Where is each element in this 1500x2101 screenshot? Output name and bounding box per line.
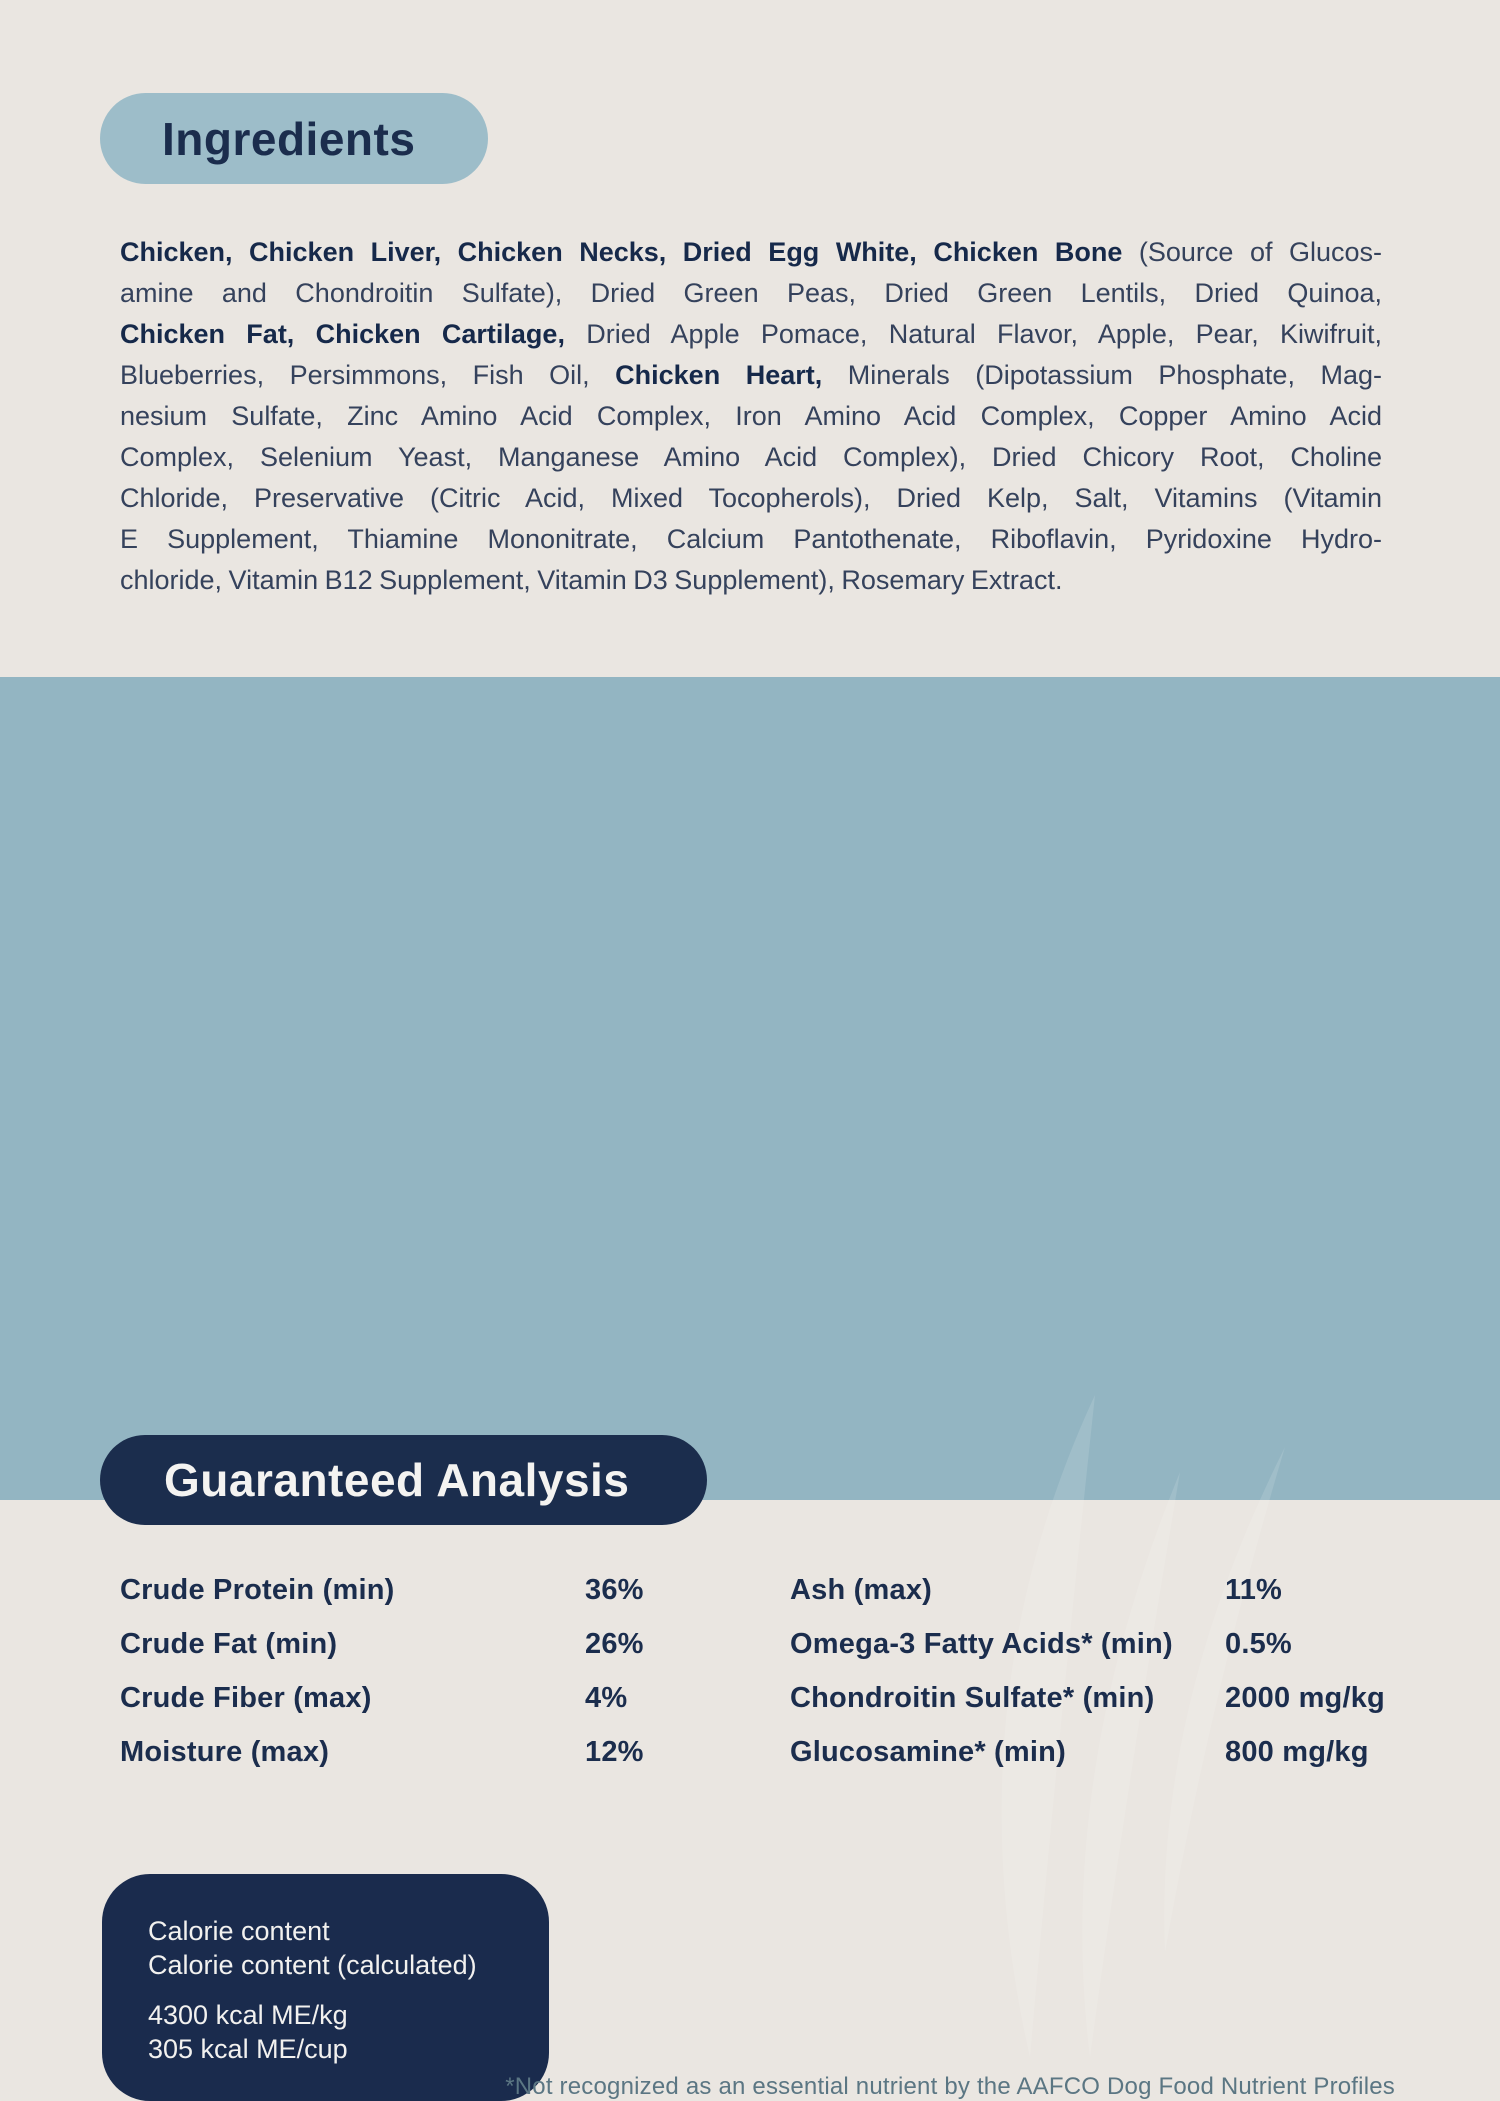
analysis-label: Crude Fat (min): [120, 1628, 338, 1660]
analysis-value: 12%: [585, 1736, 644, 1768]
calorie-line: 4300 kcal ME/kg: [148, 2000, 348, 2030]
ingredients-line: Chicken Fat, Chicken Cartilage, Dried Apple Pomace, Natural Flavor, Apple, Pear, Kiwifruit,: [120, 319, 1382, 349]
analysis-label: Crude Protein (min): [120, 1574, 395, 1606]
analysis-label: Moisture (max): [120, 1736, 330, 1768]
analysis-label: Omega-3 Fatty Acids* (min): [790, 1628, 1173, 1660]
analysis-label: Glucosamine* (min): [790, 1736, 1066, 1768]
ingredients-heading-pill: [100, 93, 488, 184]
calorie-title-lines: [148, 1914, 519, 1982]
analysis-row: [790, 1629, 1420, 1660]
aafco-footnote: *Not recognized as an essential nutrient by the AAFCO Dog Food Nutrient Profiles: [505, 2073, 1395, 2100]
ingredients-line: Blueberries, Persimmons, Fish Oil, Chicken Heart, Minerals (Dipotassium Phosphate, Mag-: [120, 360, 1382, 390]
guaranteed-analysis-section: [0, 677, 1500, 2100]
calorie-line: 305 kcal ME/cup: [148, 2034, 348, 2064]
analysis-value: 2000 mg/kg: [1225, 1682, 1385, 1714]
ingredients-heading: Ingredients: [162, 112, 416, 165]
analysis-label: Crude Fiber (max): [120, 1682, 372, 1714]
analysis-left-column: [120, 1575, 735, 1791]
ingredients-line: amine and Chondroitin Sulfate), Dried Green Peas, Dried Green Lentils, Dried Quinoa,: [120, 278, 1382, 308]
guaranteed-analysis-heading: Guaranteed Analysis: [164, 1454, 630, 1506]
guaranteed-analysis-heading-pill: [100, 1435, 707, 1525]
calorie-line: Calorie content (calculated): [148, 1950, 477, 1980]
analysis-row: [790, 1737, 1420, 1768]
analysis-row: [790, 1683, 1420, 1714]
analysis-value: 800 mg/kg: [1225, 1736, 1369, 1768]
ingredients-line: Chloride, Preservative (Citric Acid, Mixed Tocopherols), Dried Kelp, Salt, Vitamins (Vitamin: [120, 483, 1382, 513]
calorie-content-box: [102, 1874, 549, 2101]
ingredients-line: Chicken, Chicken Liver, Chicken Necks, Dried Egg White, Chicken Bone (Source of Glucos-: [120, 237, 1382, 267]
ingredients-line: nesium Sulfate, Zinc Amino Acid Complex, Iron Amino Acid Complex, Copper Amino Acid: [120, 401, 1382, 431]
analysis-label: Chondroitin Sulfate* (min): [790, 1682, 1155, 1714]
analysis-row: [120, 1683, 735, 1714]
analysis-value: 0.5%: [1225, 1628, 1292, 1660]
analysis-value: 36%: [585, 1574, 644, 1606]
ingredients-line: E Supplement, Thiamine Mononitrate, Calcium Pantothenate, Riboflavin, Pyridoxine Hydro-: [120, 524, 1382, 554]
analysis-row: [120, 1575, 735, 1606]
calorie-value-lines: [148, 1998, 519, 2066]
analysis-row: [120, 1629, 735, 1660]
analysis-value: 4%: [585, 1682, 628, 1714]
analysis-row: [120, 1737, 735, 1768]
calorie-line: Calorie content: [148, 1916, 330, 1946]
analysis-row: [790, 1575, 1420, 1606]
analysis-value: 26%: [585, 1628, 644, 1660]
ingredients-line: chloride, Vitamin B12 Supplement, Vitamin D3 Supplement), Rosemary Extract.: [120, 565, 1063, 595]
analysis-label: Ash (max): [790, 1574, 932, 1606]
ingredients-paragraph: [120, 232, 1382, 601]
analysis-right-column: [790, 1575, 1420, 1791]
ingredients-line: Complex, Selenium Yeast, Manganese Amino Acid Complex), Dried Chicory Root, Choline: [120, 442, 1382, 472]
ingredients-section: [0, 0, 1500, 677]
analysis-value: 11%: [1225, 1574, 1283, 1606]
